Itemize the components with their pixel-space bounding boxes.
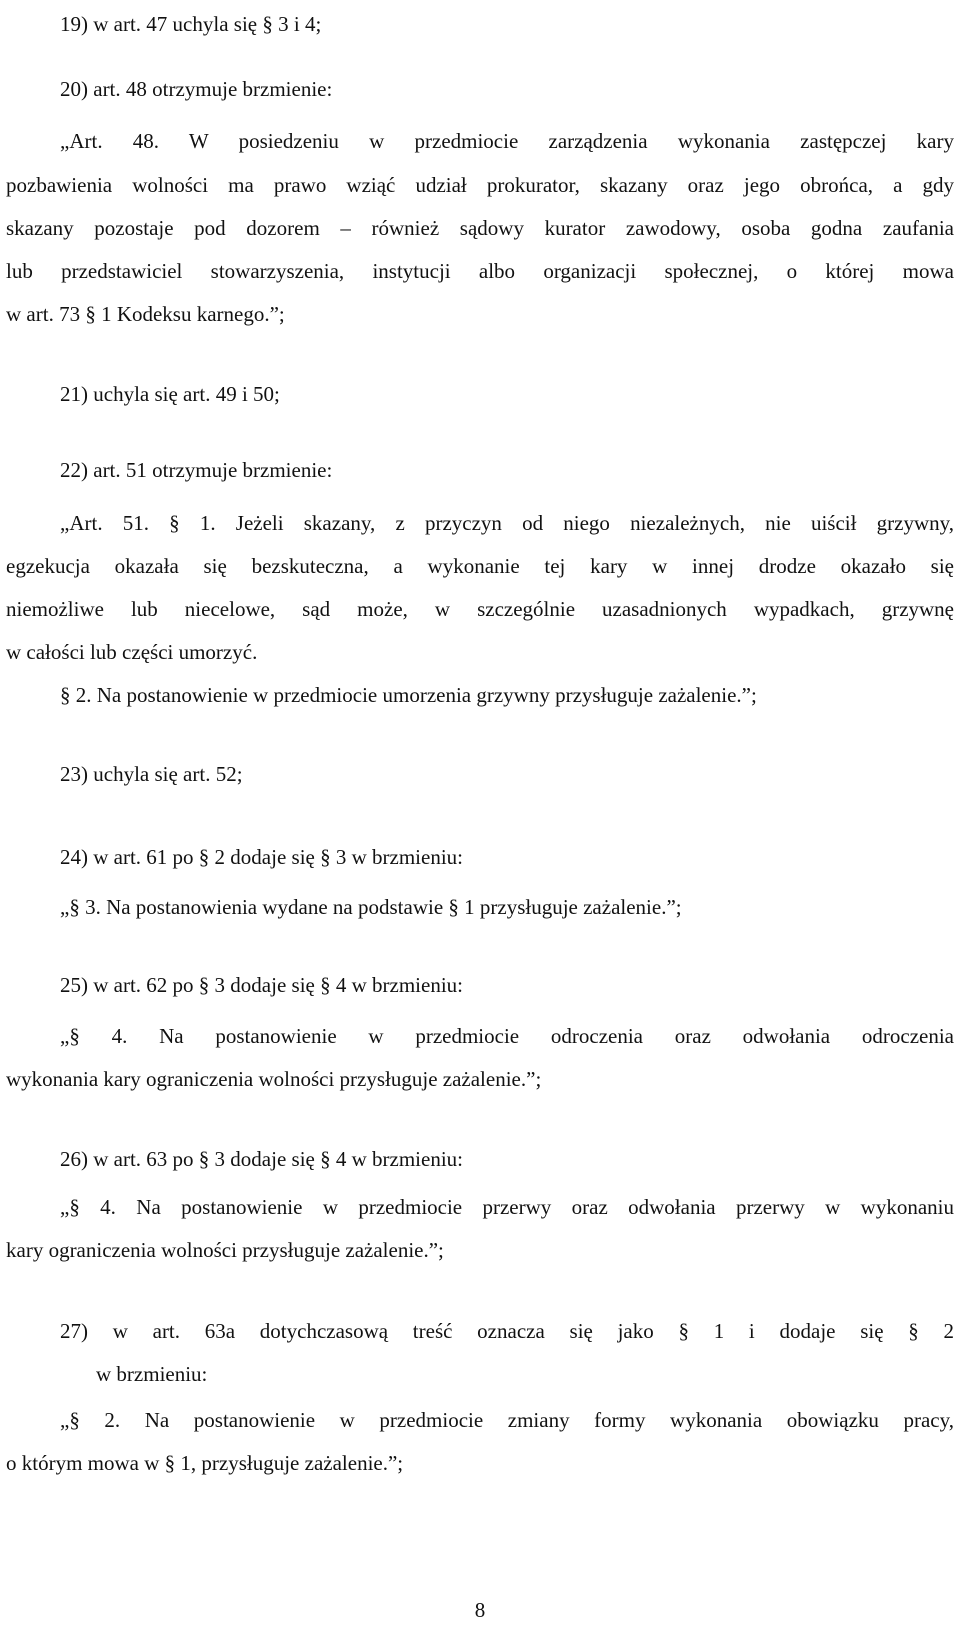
article-48-text-line: pozbawienia wolności ma prawo wziąć udział prokurator, skazany oraz jego obrońca, a gdy [6, 173, 954, 197]
amendment-item-26: 26) w art. 63 po § 3 dodaje się § 4 w brzmieniu: [60, 1147, 463, 1171]
article-48-text-line: skazany pozostaje pod dozorem – również sądowy kurator zawodowy, osoba godna zaufania [6, 216, 954, 240]
amendment-item-27-continuation: w brzmieniu: [96, 1362, 208, 1386]
amendment-item-23: 23) uchyla się art. 52; [60, 762, 243, 786]
article-48-text-line: „Art. 48. W posiedzeniu w przedmiocie zarządzenia wykonania zastępczej kary [60, 129, 954, 153]
article-48-text-line: lub przedstawiciel stowarzyszenia, instytucji albo organizacji społecznej, o której mowa [6, 259, 954, 283]
article-63-paragraph-4-line: „§ 4. Na postanowienie w przedmiocie przerwy oraz odwołania przerwy w wykonaniu [60, 1195, 954, 1219]
article-51-paragraph-2: § 2. Na postanowienie w przedmiocie umorzenia grzywny przysługuje zażalenie.”; [60, 683, 757, 707]
article-51-text-line: „Art. 51. § 1. Jeżeli skazany, z przyczyn od niego niezależnych, nie uiścił grzywny, [60, 511, 954, 535]
article-51-text-line: egzekucja okazała się bezskuteczna, a wykonanie tej kary w innej drodze okazało się [6, 554, 954, 578]
amendment-item-27: 27) w art. 63a dotychczasową treść oznacza się jako § 1 i dodaje się § 2 [60, 1319, 954, 1343]
article-51-text-line: niemożliwe lub niecelowe, sąd może, w szczególnie uzasadnionych wypadkach, grzywnę [6, 597, 954, 621]
amendment-item-20: 20) art. 48 otrzymuje brzmienie: [60, 77, 333, 101]
amendment-item-21: 21) uchyla się art. 49 i 50; [60, 382, 280, 406]
article-63a-paragraph-2-line: o którym mowa w § 1, przysługuje zażalenie.”; [6, 1451, 404, 1475]
amendment-item-24: 24) w art. 61 po § 2 dodaje się § 3 w brzmieniu: [60, 845, 463, 869]
amendment-item-25: 25) w art. 62 po § 3 dodaje się § 4 w brzmieniu: [60, 973, 463, 997]
amendment-item-22: 22) art. 51 otrzymuje brzmienie: [60, 458, 333, 482]
article-62-paragraph-4-line: „§ 4. Na postanowienie w przedmiocie odroczenia oraz odwołania odroczenia [60, 1024, 954, 1048]
page-number: 8 [474, 1598, 486, 1622]
article-48-text-line: w art. 73 § 1 Kodeksu karnego.”; [6, 302, 285, 326]
article-51-text-line: w całości lub części umorzyć. [6, 640, 258, 664]
article-62-paragraph-4-line: wykonania kary ograniczenia wolności przysługuje zażalenie.”; [6, 1067, 542, 1091]
article-63-paragraph-4-line: kary ograniczenia wolności przysługuje zażalenie.”; [6, 1238, 444, 1262]
article-61-paragraph-3: „§ 3. Na postanowienia wydane na podstawie § 1 przysługuje zażalenie.”; [60, 895, 682, 919]
amendment-item-19: 19) w art. 47 uchyla się § 3 i 4; [60, 12, 322, 36]
article-63a-paragraph-2-line: „§ 2. Na postanowienie w przedmiocie zmiany formy wykonania obowiązku pracy, [60, 1408, 954, 1432]
